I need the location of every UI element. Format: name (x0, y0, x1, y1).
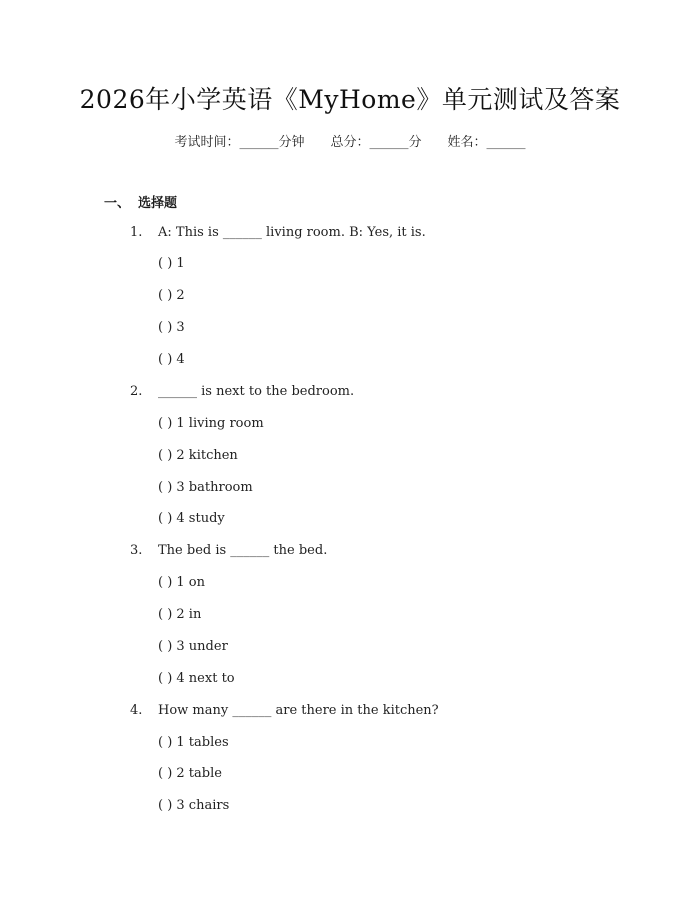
question-number: 3. (130, 543, 143, 558)
exam-page: 2026年小学英语《MyHome》单元测试及答案 考试时间：______分钟 总分：______分 姓名：______ 一、 选择题 1. A: This is ______ living room. B: Yes, it is. ( ) 1 ( ) 2 ( ) 3 ( ) 4 2. ______ is next to the bedroom. ( ) 1 living room ( ) 2 kitchen ( ) 3 bathroom ( ) 4 study 3. The bed is ______ the bed. ( ) 1 on ( ) 2 in ( ) 3 under ( ) 4 next to 4. How many ______ are there in the kitchen? ( ) 1 tables ( ) 2 table ( ) 3 chairs (0, 0, 700, 905)
name-field: 姓名：______ (447, 135, 526, 150)
question-number: 4. (130, 703, 143, 718)
exam-meta (0, 131, 700, 150)
total-score-field: 总分：______分 (330, 135, 422, 150)
section-title: 选择题 (138, 196, 178, 211)
page-title: 2026年小学英语《MyHome》单元测试及答案 (79, 85, 621, 114)
section-heading (104, 192, 177, 211)
question-number: 2. (130, 384, 143, 399)
question-text: ______ is next to the bedroom. (158, 384, 355, 399)
question-number: 1. (130, 225, 143, 240)
question-text: The bed is ______ the bed. (158, 543, 328, 558)
exam-time-field: 考试时间：______分钟 (174, 135, 305, 150)
question-text: A: This is ______ living room. B: Yes, it is. (158, 225, 426, 240)
section-number: 一、 (104, 196, 131, 211)
question-text: How many ______ are there in the kitchen? (158, 703, 439, 718)
